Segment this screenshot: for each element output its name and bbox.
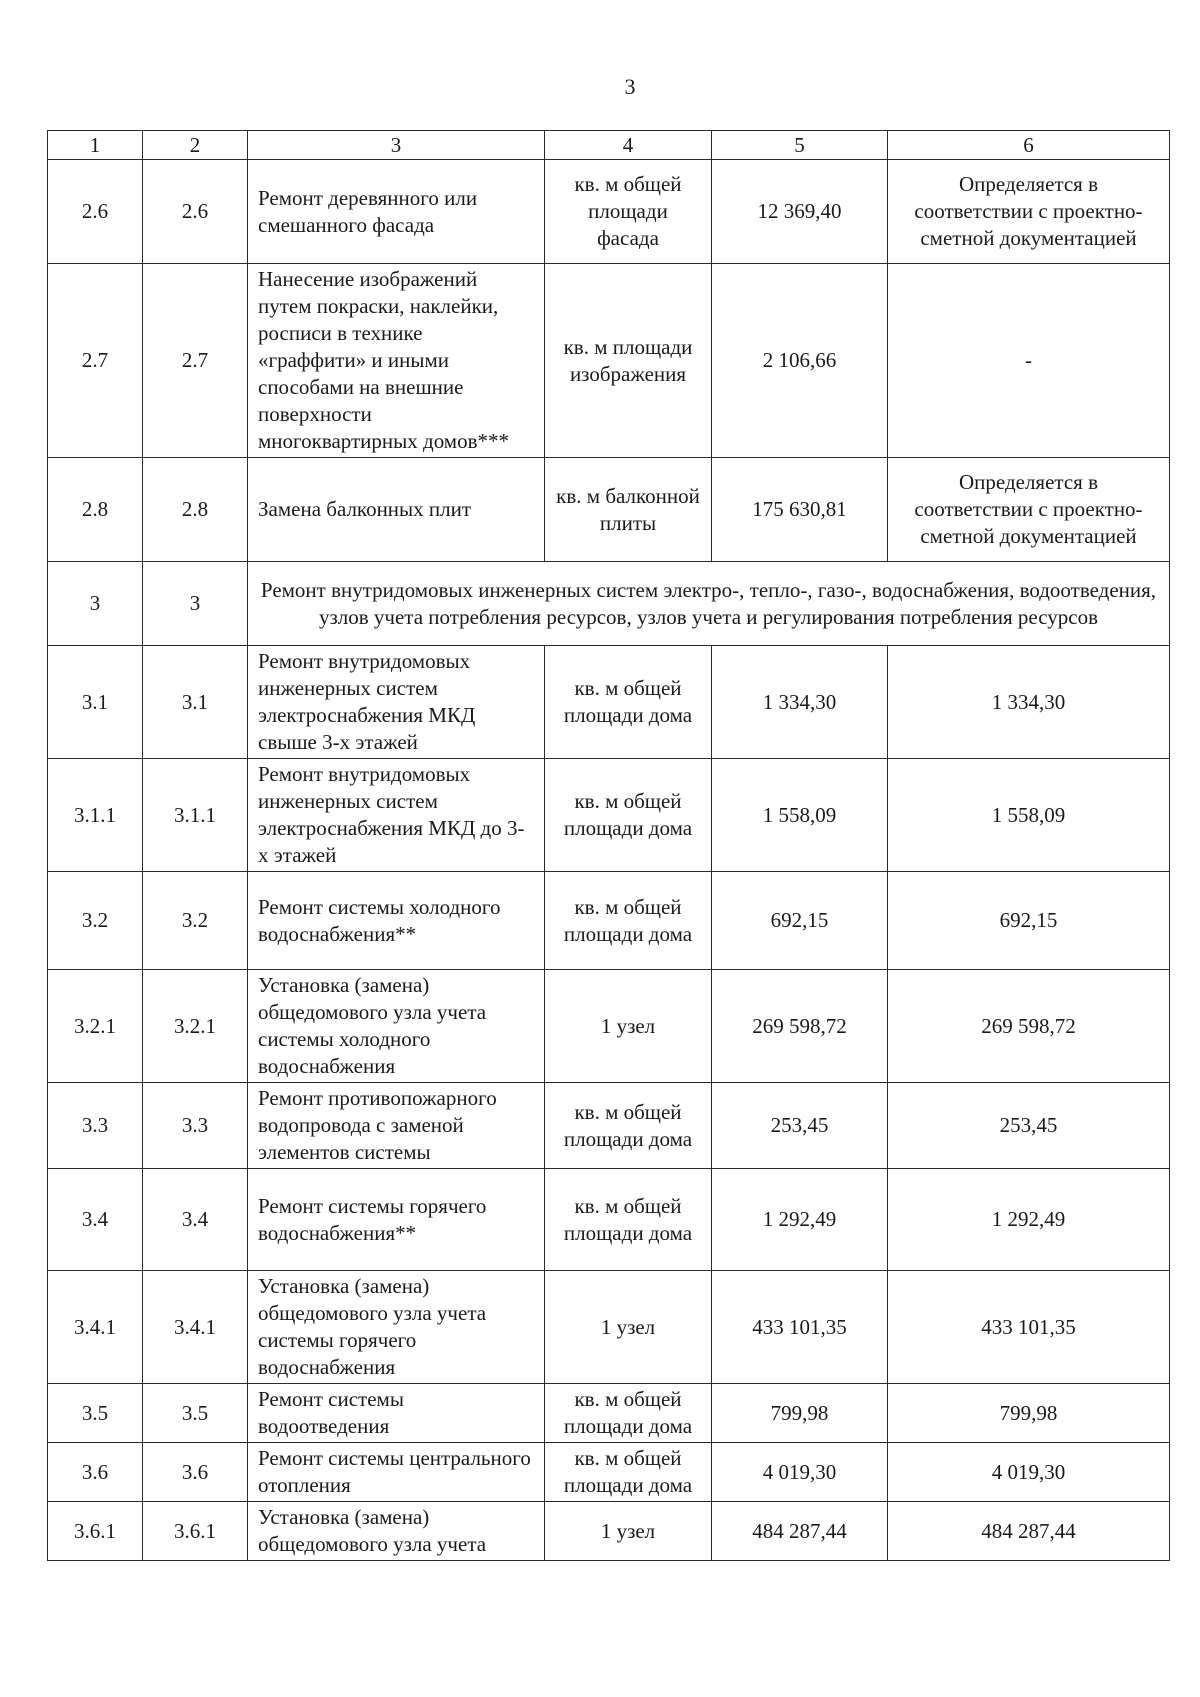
table-row: [48, 1502, 1170, 1561]
work-name: Замена балконных плит: [248, 458, 545, 562]
work-name: Ремонт системы холодного водоснабжения**: [248, 872, 545, 970]
row-number-alt: 2.7: [143, 264, 248, 458]
cost-value: 484 287,44: [712, 1502, 888, 1561]
cost-value: 1 292,49: [712, 1169, 888, 1271]
work-name: Ремонт системы водоотведения: [248, 1384, 545, 1443]
unit: кв. м общей площади фасада: [545, 160, 712, 264]
page-number: 3: [624, 74, 636, 99]
unit: кв. м общей площади дома: [545, 1169, 712, 1271]
header-cell-2: 2: [143, 131, 248, 160]
cost-value: 269 598,72: [712, 970, 888, 1083]
unit: кв. м общей площади дома: [545, 646, 712, 759]
max-cost: 484 287,44: [888, 1502, 1170, 1561]
unit: кв. м общей площади дома: [545, 1384, 712, 1443]
unit: кв. м общей площади дома: [545, 872, 712, 970]
unit: 1 узел: [545, 1502, 712, 1561]
work-name: Установка (замена) общедомового узла учета: [248, 1502, 545, 1561]
work-name: Ремонт системы центрального отопления: [248, 1443, 545, 1502]
section-number-alt: 3: [143, 562, 248, 646]
row-number-alt: 3.4: [143, 1169, 248, 1271]
max-cost: -: [888, 264, 1170, 458]
row-number-alt: 2.8: [143, 458, 248, 562]
header-cell-3: 3: [248, 131, 545, 160]
table-row: [48, 646, 1170, 759]
unit: кв. м балконной плиты: [545, 458, 712, 562]
header-row: [48, 131, 1170, 160]
row-number: 3.5: [48, 1384, 143, 1443]
cost-value: 692,15: [712, 872, 888, 970]
section-row: [48, 562, 1170, 646]
row-number: 3.1.1: [48, 759, 143, 872]
max-cost: 433 101,35: [888, 1271, 1170, 1384]
row-number: 2.7: [48, 264, 143, 458]
table-row: [48, 264, 1170, 458]
max-cost: 1 334,30: [888, 646, 1170, 759]
row-number-alt: 3.1: [143, 646, 248, 759]
header-cell-5: 5: [712, 131, 888, 160]
max-cost: Определяется в соответствии с проектно-сметной документацией: [888, 458, 1170, 562]
row-number: 3.4: [48, 1169, 143, 1271]
max-cost: 799,98: [888, 1384, 1170, 1443]
cost-table: [47, 130, 1170, 1561]
table-row: [48, 458, 1170, 562]
work-name: Нанесение изображений путем покраски, наклейки, росписи в технике «граффити» и иными способами на внешние поверхности многоквартирных домов***: [248, 264, 545, 458]
cost-value: 175 630,81: [712, 458, 888, 562]
max-cost: 1 292,49: [888, 1169, 1170, 1271]
section-number: 3: [48, 562, 143, 646]
work-name: Ремонт внутридомовых инженерных систем электроснабжения МКД до 3-х этажей: [248, 759, 545, 872]
row-number: 3.2: [48, 872, 143, 970]
cost-value: 1 558,09: [712, 759, 888, 872]
row-number-alt: 3.4.1: [143, 1271, 248, 1384]
work-name: Ремонт системы горячего водоснабжения**: [248, 1169, 545, 1271]
unit: кв. м площади изображения: [545, 264, 712, 458]
table-row: [48, 1169, 1170, 1271]
row-number-alt: 3.6: [143, 1443, 248, 1502]
max-cost: 269 598,72: [888, 970, 1170, 1083]
row-number-alt: 3.6.1: [143, 1502, 248, 1561]
row-number: 3.3: [48, 1083, 143, 1169]
cost-value: 12 369,40: [712, 160, 888, 264]
cost-value: 1 334,30: [712, 646, 888, 759]
max-cost: 1 558,09: [888, 759, 1170, 872]
table-row: [48, 1443, 1170, 1502]
cost-value: 2 106,66: [712, 264, 888, 458]
section-title: Ремонт внутридомовых инженерных систем электро-, тепло-, газо-, водоснабжения, водоотведения, узлов учета потребления ресурсов, узлов учета и регулирования потребления ресурсов: [248, 562, 1170, 646]
row-number: 3.2.1: [48, 970, 143, 1083]
cost-value: 4 019,30: [712, 1443, 888, 1502]
row-number-alt: 3.2.1: [143, 970, 248, 1083]
max-cost: Определяется в соответствии с проектно-сметной документацией: [888, 160, 1170, 264]
max-cost: 692,15: [888, 872, 1170, 970]
unit: кв. м общей площади дома: [545, 1443, 712, 1502]
row-number-alt: 3.2: [143, 872, 248, 970]
table-row: [48, 872, 1170, 970]
table-row: [48, 1083, 1170, 1169]
row-number: 2.6: [48, 160, 143, 264]
cost-value: 433 101,35: [712, 1271, 888, 1384]
row-number: 2.8: [48, 458, 143, 562]
table-row: [48, 160, 1170, 264]
max-cost: 4 019,30: [888, 1443, 1170, 1502]
row-number-alt: 2.6: [143, 160, 248, 264]
work-name: Ремонт деревянного или смешанного фасада: [248, 160, 545, 264]
cost-value: 253,45: [712, 1083, 888, 1169]
table-row: [48, 970, 1170, 1083]
row-number: 3.4.1: [48, 1271, 143, 1384]
work-name: Ремонт внутридомовых инженерных систем электроснабжения МКД свыше 3-х этажей: [248, 646, 545, 759]
work-name: Установка (замена) общедомового узла учета системы холодного водоснабжения: [248, 970, 545, 1083]
row-number-alt: 3.3: [143, 1083, 248, 1169]
unit: кв. м общей площади дома: [545, 1083, 712, 1169]
header-cell-1: 1: [48, 131, 143, 160]
header-cell-4: 4: [545, 131, 712, 160]
table-row: [48, 759, 1170, 872]
unit: 1 узел: [545, 1271, 712, 1384]
unit: 1 узел: [545, 970, 712, 1083]
table-row: [48, 1384, 1170, 1443]
unit: кв. м общей площади дома: [545, 759, 712, 872]
row-number: 3.6: [48, 1443, 143, 1502]
row-number-alt: 3.5: [143, 1384, 248, 1443]
row-number: 3.6.1: [48, 1502, 143, 1561]
cost-value: 799,98: [712, 1384, 888, 1443]
row-number: 3.1: [48, 646, 143, 759]
table-row: [48, 1271, 1170, 1384]
header-cell-6: 6: [888, 131, 1170, 160]
max-cost: 253,45: [888, 1083, 1170, 1169]
work-name: Установка (замена) общедомового узла учета системы горячего водоснабжения: [248, 1271, 545, 1384]
work-name: Ремонт противопожарного водопровода с заменой элементов системы: [248, 1083, 545, 1169]
row-number-alt: 3.1.1: [143, 759, 248, 872]
